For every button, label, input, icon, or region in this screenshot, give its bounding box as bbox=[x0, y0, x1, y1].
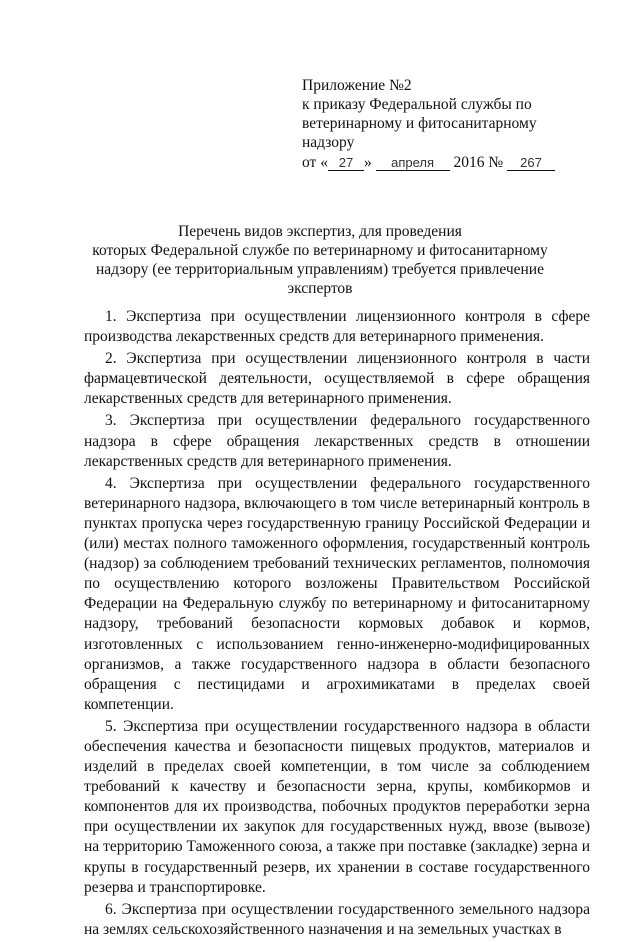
title-line-2: которых Федеральной службе по ветеринарному и фитосанитарному bbox=[92, 242, 548, 259]
annex-agency-line-end: надзору bbox=[302, 134, 355, 151]
title-line-4: экспертов bbox=[287, 280, 353, 297]
annex-order-line: к приказу Федеральной службы по bbox=[302, 96, 532, 113]
annex-agency-line: ветеринарному и фитосанитарному bbox=[302, 115, 537, 132]
date-day-field: 27 bbox=[328, 155, 364, 171]
annex-date-line bbox=[302, 153, 602, 172]
list-item-4: 4. Экспертиза при осуществлении федерального государственного ветеринарного надзора, включающего в том числе ветеринарный контроль в пунктах пропуска через государственную границу Российской Федерации и (или) местах полного таможенного оформления, государственный контроль (надзор) за соблюдением требований технических регламентов, полномочия по осуществлению которого возложены Правительством Российской Федерации на Федеральную службу по ветеринарному и фитосанитарному надзору, требований безопасности кормовых добавок и кормов, изготовленных с использованием генно-инженерно-модифицированных организмов, а также государственного надзора в области безопасного обращения с пестицидами и агрохимикатами в пределах своей компетенции. bbox=[84, 474, 590, 713]
date-quote-close: » bbox=[363, 154, 372, 171]
list-item-1: 1. Экспертиза при осуществлении лицензионного контроля в сфере производства лекарственных средств для ветеринарного применения. bbox=[84, 308, 590, 346]
date-month-field: апреля bbox=[376, 155, 450, 171]
list-item-6: 6. Экспертиза при осуществлении государственного земельного надзора на землях сельскохозяйственного назначения и на земельных участках в bbox=[84, 900, 590, 938]
title-line-3: надзору (ее территориальным управлениям) требуется привлечение bbox=[96, 261, 544, 278]
date-prefix: от « bbox=[302, 154, 328, 171]
annex-title: Приложение №2 bbox=[302, 77, 412, 94]
document-title bbox=[80, 222, 560, 298]
annex-header bbox=[302, 76, 602, 172]
list-item-5: 5. Экспертиза при осуществлении государственного надзора в области обеспечения качества и безопасности пищевых продуктов, материалов и изделий в пределах своей компетенции, в том числе за соблюдением требований к качеству и безопасности зерна, крупы, комбикормов и компонентов для их производства, побочных продуктов переработки зерна при осуществлении их закупок для государственных нужд, ввозе (вывозе) на территорию Таможенного союза, а также при поставке (закладке) зерна и крупы в государственный резерв, их хранении в составе государственного резерва и транспортировке. bbox=[84, 717, 590, 896]
list-item-3: 3. Экспертиза при осуществлении федерального государственного надзора в сфере обращения лекарственных средств в отношении лекарственных средств для ветеринарного применения. bbox=[84, 412, 590, 470]
title-line-1: Перечень видов экспертиз, для проведения bbox=[178, 223, 462, 240]
list-item-2: 2. Экспертиза при осуществлении лицензионного контроля в части фармацевтической деятельности, осуществляемой в сфере обращения лекарственных средств для ветеринарного применения. bbox=[84, 350, 590, 408]
order-number-field: 267 bbox=[507, 155, 555, 171]
document-body bbox=[84, 307, 590, 942]
date-year: 2016 № bbox=[453, 154, 504, 171]
